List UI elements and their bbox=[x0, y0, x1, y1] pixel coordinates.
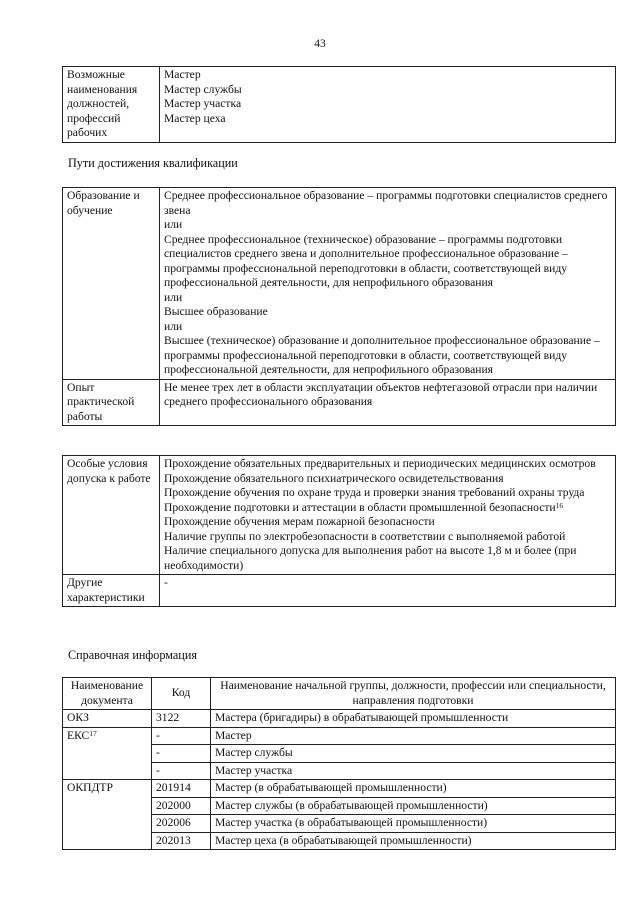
reference-table bbox=[62, 677, 616, 850]
education-line: Среднее профессиональное (техническое) образование – программы подготовки специалистов среднего звена и дополнительное профессиональное образование – программы профессиональной переподготовки в области, соответствующей виду профессиональной деятельности, для непрофильного образования bbox=[164, 232, 568, 289]
education-line: или bbox=[164, 218, 183, 231]
okpdtr-name: Мастер цеха (в обрабатывающей промышленности) bbox=[211, 832, 616, 850]
list-item: Мастер цеха bbox=[164, 111, 226, 125]
eks-name: Мастер службы bbox=[211, 745, 616, 763]
eks-doc-text: ЕКС bbox=[67, 728, 90, 742]
table-row bbox=[63, 456, 616, 575]
education-table bbox=[62, 187, 616, 426]
condition-line: Прохождение обязательного психиатрического освидетельствования bbox=[164, 471, 504, 485]
list-item: Мастер участка bbox=[164, 97, 242, 110]
table-row bbox=[63, 67, 616, 143]
condition-line bbox=[164, 501, 611, 516]
condition-line: Прохождение обучения мерам пожарной безопасности bbox=[164, 515, 435, 528]
section-qualification-heading: Пути достижения квалификации bbox=[68, 156, 238, 170]
education-label: Образование и обучение bbox=[63, 188, 160, 380]
header-doc: Наименование документа bbox=[63, 678, 152, 710]
conditions-content bbox=[160, 456, 616, 575]
education-line: или bbox=[164, 319, 183, 333]
eks-code: - bbox=[152, 727, 211, 745]
okpdtr-code: 201914 bbox=[152, 780, 211, 798]
education-line: Высшее (техническое) образование и дополнительное профессиональное образование – программы профессиональной переподготовки в области, соответствующей виду профессиональной деятельности, для непрофильного образования bbox=[164, 334, 600, 376]
okpdtr-code: 202006 bbox=[152, 815, 211, 833]
table-row bbox=[63, 780, 616, 798]
eks-code: - bbox=[152, 762, 211, 780]
eks-name: Мастер bbox=[211, 727, 616, 745]
conditions-label: Особые условия допуска к работе bbox=[63, 456, 160, 575]
eks-name: Мастер участка bbox=[211, 762, 616, 780]
experience-label: Опыт практической работы bbox=[63, 379, 160, 426]
condition-text: Прохождение подготовки и аттестации в области промышленной безопасности bbox=[164, 500, 556, 514]
education-line: Среднее профессиональное образование – программы подготовки специалистов среднего звена bbox=[164, 189, 608, 217]
okpdtr-code: 202000 bbox=[152, 797, 211, 815]
condition-line: Прохождение обязательных предварительных и периодических медицинских осмотров bbox=[164, 457, 596, 470]
education-line: или bbox=[164, 290, 183, 304]
positions-list bbox=[160, 67, 616, 143]
section-reference-heading: Справочная информация bbox=[68, 648, 197, 662]
page-number: 43 bbox=[314, 38, 326, 50]
list-item: Мастер bbox=[164, 68, 201, 81]
table-row bbox=[63, 710, 616, 728]
condition-line: Наличие группы по электробезопасности в соответствии с выполняемой работой bbox=[164, 529, 566, 543]
okpdtr-name: Мастер (в обрабатывающей промышленности) bbox=[211, 780, 616, 798]
positions-table bbox=[62, 66, 616, 143]
condition-line: Прохождение обучения по охране труда и проверки знания требований охраны труда bbox=[164, 486, 585, 499]
eks-doc bbox=[63, 727, 152, 780]
table-header-row bbox=[63, 678, 616, 710]
education-line: Высшее образование bbox=[164, 305, 268, 318]
okpdtr-name: Мастер участка (в обрабатывающей промышленности) bbox=[211, 815, 616, 833]
okz-doc: ОКЗ bbox=[63, 710, 152, 728]
experience-text: Не менее трех лет в области эксплуатации объектов нефтегазовой отрасли при наличии среднего профессионального образования bbox=[160, 379, 616, 426]
table-row bbox=[63, 188, 616, 380]
table-row bbox=[63, 727, 616, 745]
okz-code: 3122 bbox=[152, 710, 211, 728]
table-row bbox=[63, 379, 616, 426]
header-name: Наименование начальной группы, должности, профессии или специальности, направления подготовки bbox=[211, 678, 616, 710]
okpdtr-name: Мастер службы (в обрабатывающей промышленности) bbox=[211, 797, 616, 815]
header-code: Код bbox=[152, 678, 211, 710]
condition-line: Наличие специального допуска для выполнения работ на высоте 1,8 м и более (при необходимости) bbox=[164, 544, 577, 572]
conditions-table bbox=[62, 455, 616, 607]
okpdtr-doc: ОКПДТР bbox=[63, 780, 152, 850]
okz-name: Мастера (бригадиры) в обрабатывающей промышленности bbox=[211, 710, 616, 728]
education-content bbox=[160, 188, 616, 380]
other-label: Другие характеристики bbox=[63, 575, 160, 607]
positions-label: Возможные наименования должностей, профессий рабочих bbox=[63, 67, 160, 143]
other-value: - bbox=[160, 575, 616, 607]
footnote-16: 16 bbox=[555, 500, 564, 510]
footnote-17: 17 bbox=[89, 728, 97, 738]
okpdtr-code: 202013 bbox=[152, 832, 211, 850]
eks-code: - bbox=[152, 745, 211, 763]
table-row bbox=[63, 575, 616, 607]
list-item: Мастер службы bbox=[164, 82, 242, 96]
